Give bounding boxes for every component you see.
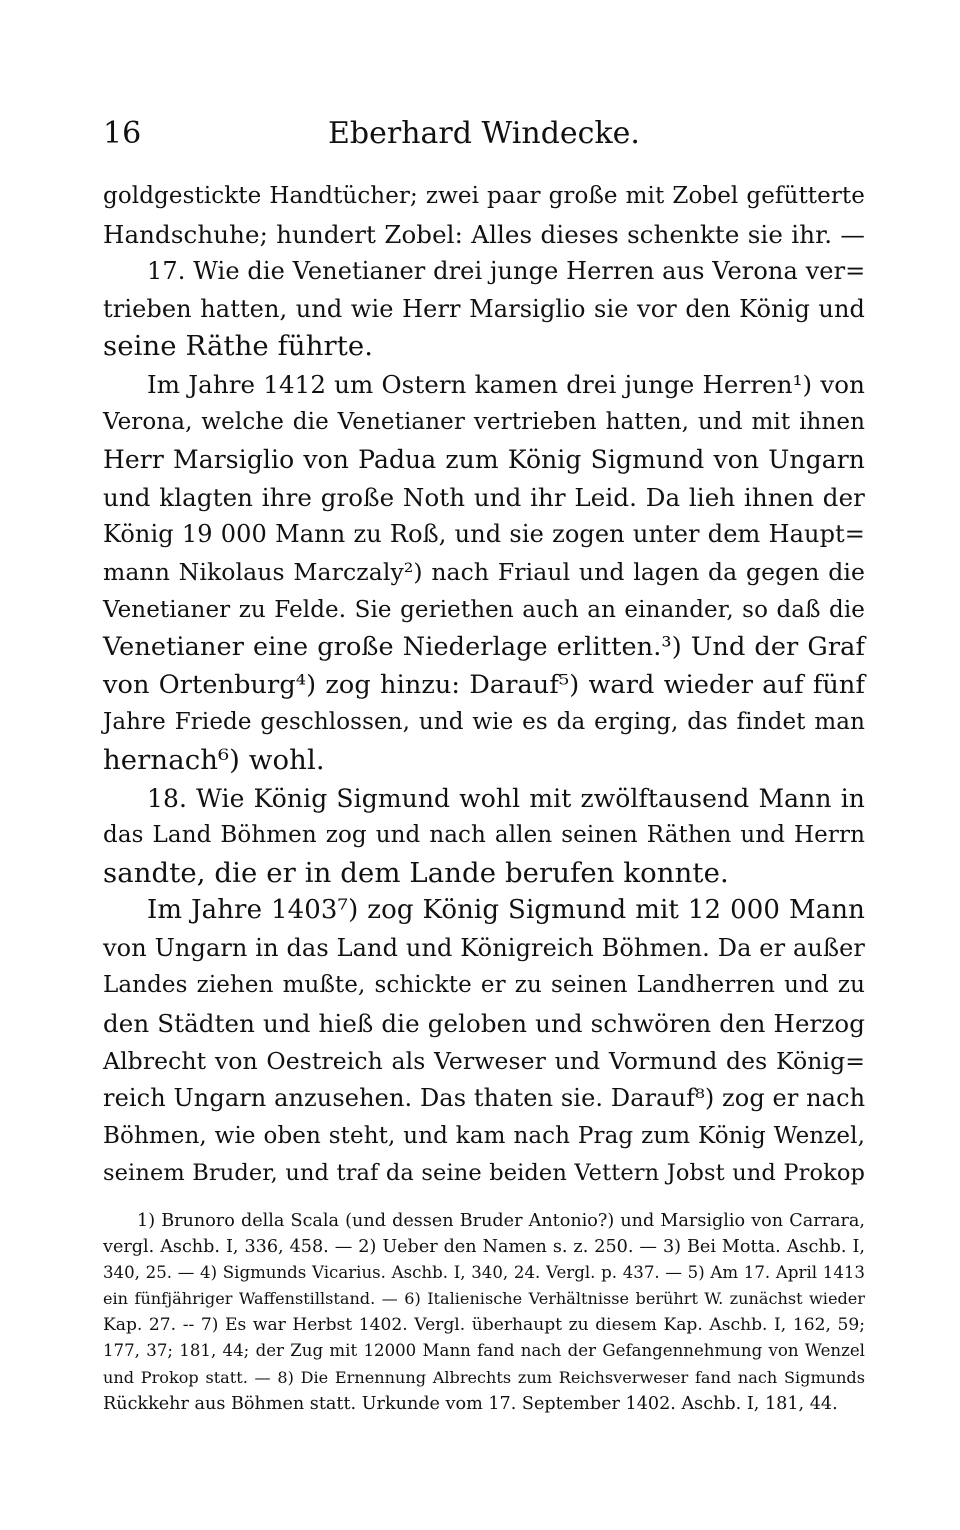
footnotes [103, 1208, 865, 1417]
footnote-line: 1) Brunoro della Scala (und dessen Bruder Antonio?) und Marsiglio von Carrara, [137, 1211, 865, 1231]
body-text [103, 178, 865, 1193]
section-heading-line: 17. Wie die Venetianer drei junge Herren aus Verona ver= [147, 257, 866, 286]
section-heading-line: das Land Böhmen zog und nach allen seinen Räthen und Herrn [103, 822, 865, 849]
text-line: Venetianer eine große Niederlage erlitten.³) Und der Graf [103, 632, 865, 663]
section-heading-line: seine Räthe führte. [103, 330, 374, 363]
text-line: von Ungarn in das Land und Königreich Böhmen. Da er außer [103, 933, 865, 962]
text-line: mann Nikolaus Marczaly²) nach Friaul und lagen da gegen die [103, 557, 865, 586]
page-header [103, 116, 865, 156]
text-line: Im Jahre 1403⁷) zog König Sigmund mit 12 000 Mann [147, 895, 865, 926]
text-line: reich Ungarn anzusehen. Das thaten sie. Darauf⁸) zog er nach [103, 1084, 866, 1113]
text-line: Im Jahre 1412 um Ostern kamen drei junge Herren¹) von [147, 369, 865, 399]
text-line: Jahre Friede geschlossen, und wie es da erging, das findet man [103, 709, 865, 736]
text-line: Landes ziehen mußte, schickte er zu seinen Landherren und zu [103, 972, 865, 999]
text-line: Herr Marsiglio von Padua zum König Sigmund von Ungarn [103, 445, 865, 475]
footnote-line: ein fünfjähriger Waffenstillstand. — 6) Italienische Verhältnisse berührt W. zunächst wieder [103, 1289, 865, 1309]
section-heading-line: 18. Wie König Sigmund wohl mit zwölftausend Mann in [147, 783, 865, 813]
footnote-line: Kap. 27. -- 7) Es war Herbst 1402. Vergl. überhaupt zu diesem Kap. Aschb. I, 162, 59; [103, 1315, 865, 1336]
text-line: hernach⁶) wohl. [103, 743, 325, 776]
footnote-line: Rückkehr aus Böhmen statt. Urkunde vom 17. September 1402. Aschb. I, 181, 44. [103, 1393, 838, 1414]
footnote-line: 340, 25. — 4) Sigmunds Vicarius. Aschb. I, 340, 24. Vergl. p. 437. — 5) Am 17. April 1413 [103, 1263, 865, 1283]
section-heading-line: trieben hatten, und wie Herr Marsiglio sie vor den König und [103, 294, 865, 323]
text-line: den Städten und hieß die geloben und schwören den Herzog [103, 1009, 865, 1039]
text-line: Böhmen, wie oben steht, und kam nach Prag zum König Wenzel, [103, 1122, 865, 1149]
text-line: von Ortenburg⁴) zog hinzu: Darauf⁵) ward wieder auf fünf [103, 669, 865, 700]
text-line: Verona, welche die Venetianer vertrieben hatten, und mit ihnen [103, 408, 865, 435]
running-title: Eberhard Windecke. [328, 116, 640, 151]
text-line: und klagten ihre große Noth und ihr Leid. Da lieh ihnen der [103, 482, 865, 512]
text-line: Albrecht von Oestreich als Verweser und Vormund des König= [103, 1046, 865, 1075]
footnote-line: und Prokop statt. — 8) Die Ernennung Albrechts zum Reichsverweser fand nach Sigmunds [103, 1367, 865, 1387]
text-line: König 19 000 Mann zu Roß, und sie zogen unter dem Haupt= [103, 520, 865, 549]
page-number: 16 [103, 116, 142, 151]
text-line: goldgestickte Handtücher; zwei paar große mit Zobel gefütterte [103, 183, 865, 209]
text-line: Handschuhe; hundert Zobel: Alles dieses schenkte sie ihr. — [103, 219, 865, 249]
text-line: seinem Bruder, und traf da seine beiden Vettern Jobst und Prokop [103, 1160, 865, 1187]
text-line: Venetianer zu Felde. Sie geriethen auch an einander, so daß die [103, 596, 865, 623]
footnote-line: vergl. Aschb. I, 336, 458. — 2) Ueber den Namen s. z. 250. — 3) Bei Motta. Aschb. I, [103, 1237, 865, 1258]
footnote-line: 177, 37; 181, 44; der Zug mit 12000 Mann fand nach der Gefangennehmung von Wenzel [103, 1341, 865, 1361]
section-heading-line: sandte, die er in dem Lande berufen konnte. [103, 856, 729, 889]
